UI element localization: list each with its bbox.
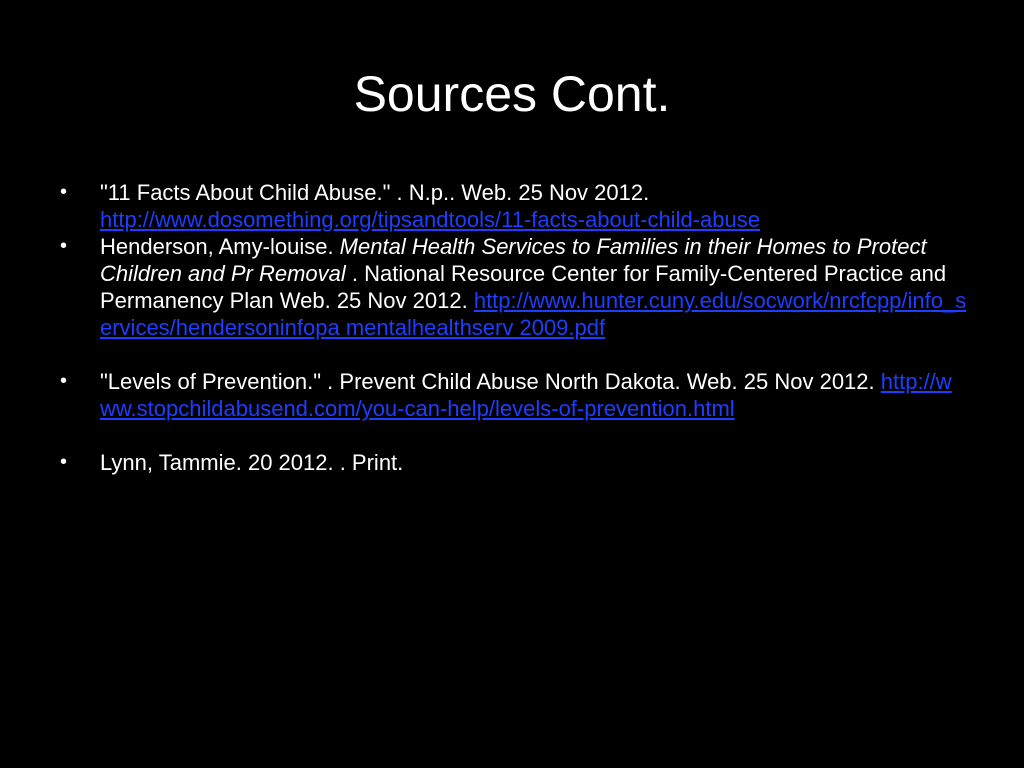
bullet-icon: •: [60, 370, 68, 392]
source-2-link[interactable]: http://www.hunter.cuny.edu/socwork/nrcfcpp/info_services/hendersoninfopa mentalhealthserv 2009.pdf: [100, 288, 967, 340]
slide-title: Sources Cont.: [353, 66, 671, 122]
source-item-2: [52, 233, 967, 341]
source-item-4: [52, 449, 967, 476]
bullet-icon: •: [60, 181, 68, 203]
bullet-icon: •: [60, 235, 68, 257]
bullet-icon: •: [60, 451, 68, 473]
source-item-3: [52, 368, 967, 422]
source-3-link[interactable]: http://www.stopchildabusend.com/you-can-help/levels-of-prevention.html: [100, 369, 952, 421]
source-2-author: Henderson, Amy-louise.: [100, 234, 340, 259]
source-4-citation: Lynn, Tammie. 20 2012. . Print.: [100, 450, 404, 475]
sources-list: [52, 179, 967, 476]
source-2-publisher: . National Resource Center for Family-Centered Practice and Permanency Plan Web. 25 Nov 2012.: [100, 261, 947, 313]
source-1-link[interactable]: http://www.dosomething.org/tipsandtools/11-facts-about-child-abuse: [100, 207, 760, 232]
source-1-citation: "11 Facts About Child Abuse." . N.p.. Web. 25 Nov 2012.: [100, 180, 650, 205]
source-3-citation: "Levels of Prevention." . Prevent Child Abuse North Dakota. Web. 25 Nov 2012.: [100, 369, 881, 394]
source-item-1: [52, 179, 967, 233]
source-2-title: Mental Health Services to Families in their Homes to Protect Children and Pr Removal: [100, 234, 927, 286]
